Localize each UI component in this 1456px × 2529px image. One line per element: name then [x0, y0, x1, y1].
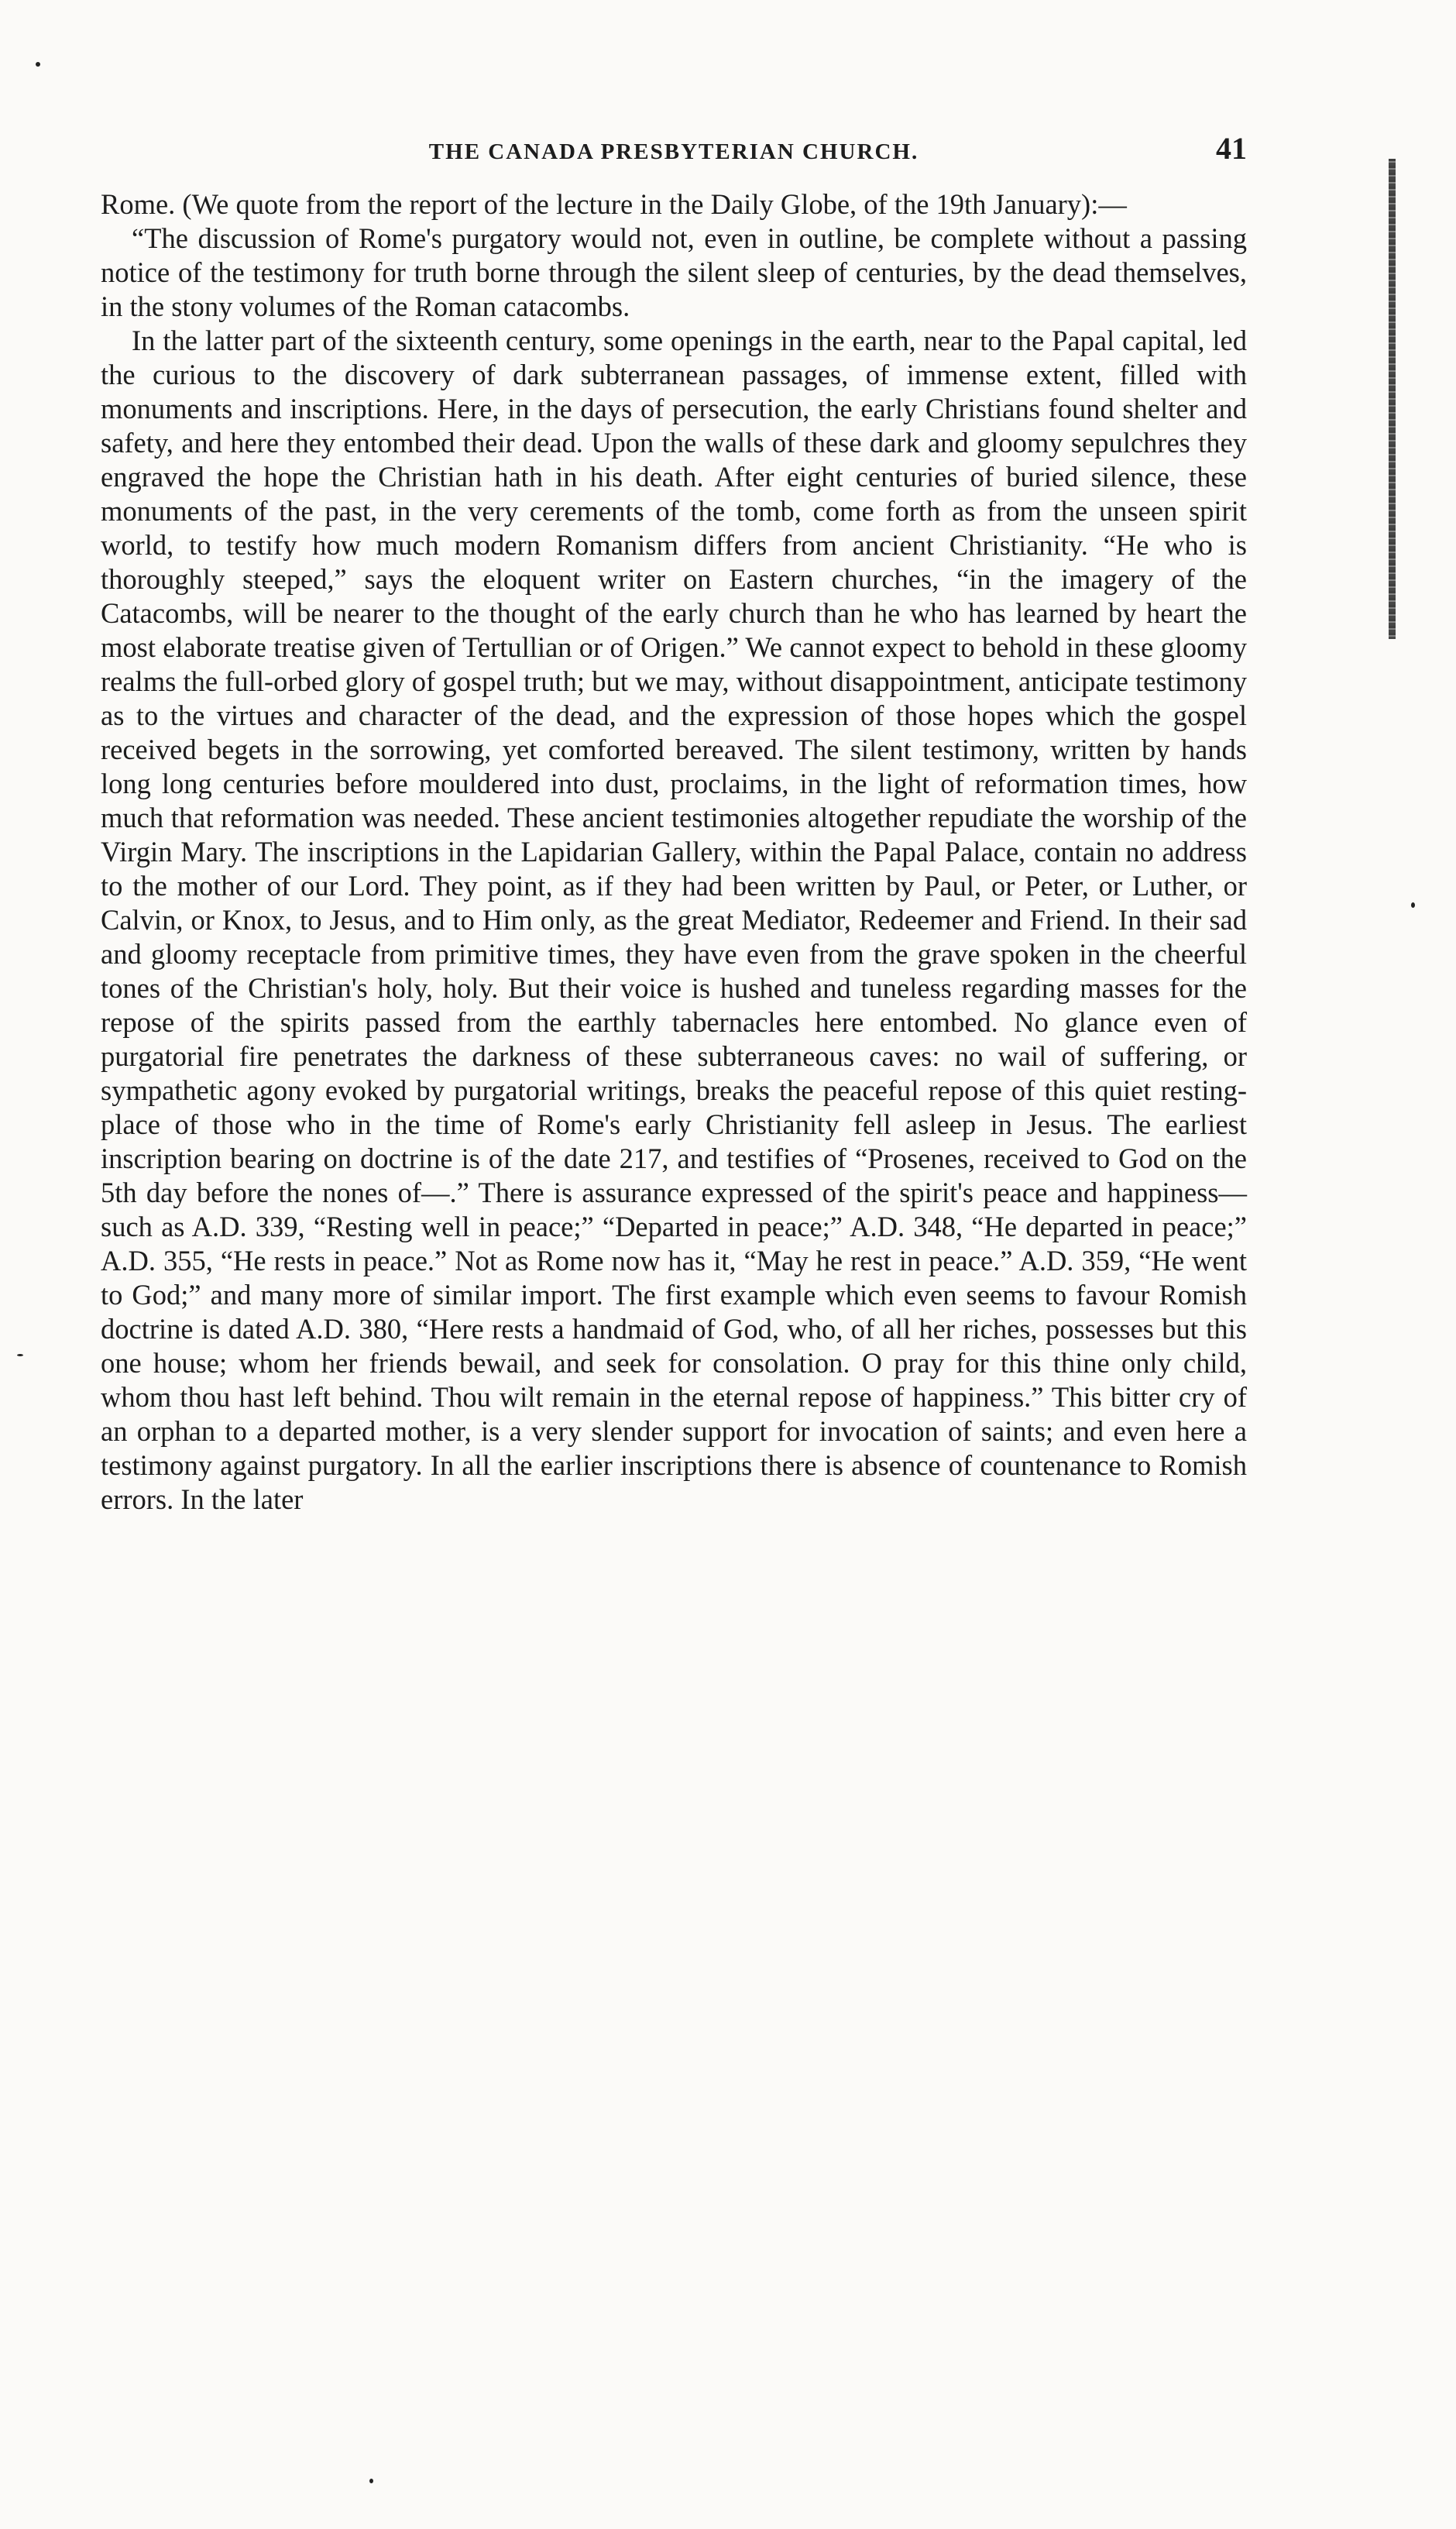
page-header — [101, 130, 1247, 177]
paper-speck — [36, 62, 40, 67]
page-number: 41 — [1216, 131, 1247, 166]
body-text — [101, 187, 1247, 1517]
running-title: THE CANADA PRESBYTERIAN CHURCH. — [428, 139, 919, 164]
paper-speck — [369, 2479, 373, 2483]
paragraph-quote-open: “The discussion of Rome's purgatory would not, even in outline, be complete without a passing notice of the testimony for truth borne through the silent sleep of centuries, by the dead themselves, in the stony volumes of the Roman catacombs. — [101, 222, 1247, 322]
binding-edge-mark — [1389, 159, 1396, 639]
paper-speck — [1411, 902, 1415, 908]
paragraph-catacombs: In the latter part of the sixteenth century, some openings in the earth, near to the Papal capital, led the curious to the discovery of dark subterranean passages, of immense extent, filled with monuments and inscriptions. Here, in the days of persecution, the early Christians found shelter and safety, and here they entombed their dead. Upon the walls of these dark and gloomy sepulchres they engraved the hope the Christian hath in his death. After eight centuries of buried silence, these monuments of the past, in the very cerements of the tomb, come forth as from the unseen spirit world, to testify how much modern Romanism differs from ancient Christianity. “He who is thoroughly steeped,” says the eloquent writer on Eastern churches, “in the imagery of the Catacombs, will be nearer to the thought of the early church than he who has learned by heart the most elaborate treatise given of Tertullian or of Origen.” We cannot expect to behold in these gloomy realms the full-orbed glory of gospel truth; but we may, without disappointment, anticipate testimony as to the virtues and character of the dead, and the expression of those hopes which the gospel received begets in the sorrowing, yet comforted bereaved. The silent testimony, written by hands long long centuries before mouldered into dust, proclaims, in the light of reformation times, how much that reformation was needed. These ancient testimonies altogether repudiate the worship of the Virgin Mary. The inscriptions in the Lapidarian Gallery, within the Papal Palace, contain no address to the mother of our Lord. They point, as if they had been written by Paul, or Peter, or Luther, or Calvin, or Knox, to Jesus, and to Him only, as the great Mediator, Redeemer and Friend. In their sad and gloomy receptacle from primitive times, they have even from the grave spoken in the cheerful tones of the Christian's holy, holy. But their voice is hushed and tuneless regarding masses for the repose of the spirits passed from the earthly tabernacles here entombed. No glance even of purgatorial fire penetrates the darkness of these subterraneous caves: no wail of suffering, or sympathetic agony evoked by purgatorial writings, breaks the peaceful repose of this quiet resting-place of those who in the time of Rome's early Christianity fell asleep in Jesus. The earliest inscription bearing on doctrine is of the date 217, and testifies of “Prosenes, received to God on the 5th day before the nones of—.” There is assurance expressed of the spirit's peace and happiness—such as A.D. 339, “Resting well in peace;” “Departed in peace;” A.D. 348, “He departed in peace;” A.D. 355, “He rests in peace.” Not as Rome now has it, “May he rest in peace.” A.D. 359, “He went to God;” and many more of similar import. The first example which even seems to favour Romish doctrine is dated A.D. 380, “Here rests a handmaid of God, who, of all her riches, possesses but this one house; whom her friends bewail, and seek for consolation. O pray for this thine only child, whom thou hast left behind. Thou wilt remain in the eternal repose of happiness.” This bitter cry of an orphan to a departed mother, is a very slender support for invocation of saints; and even here a testimony against purgatory. In all the earlier inscriptions there is absence of countenance to Romish errors. In the later — [101, 325, 1247, 1515]
paragraph-intro: Rome. (We quote from the report of the lecture in the Daily Globe, of the 19th January):— — [101, 188, 1127, 220]
paper-speck — [17, 1354, 23, 1356]
page — [101, 130, 1247, 1517]
